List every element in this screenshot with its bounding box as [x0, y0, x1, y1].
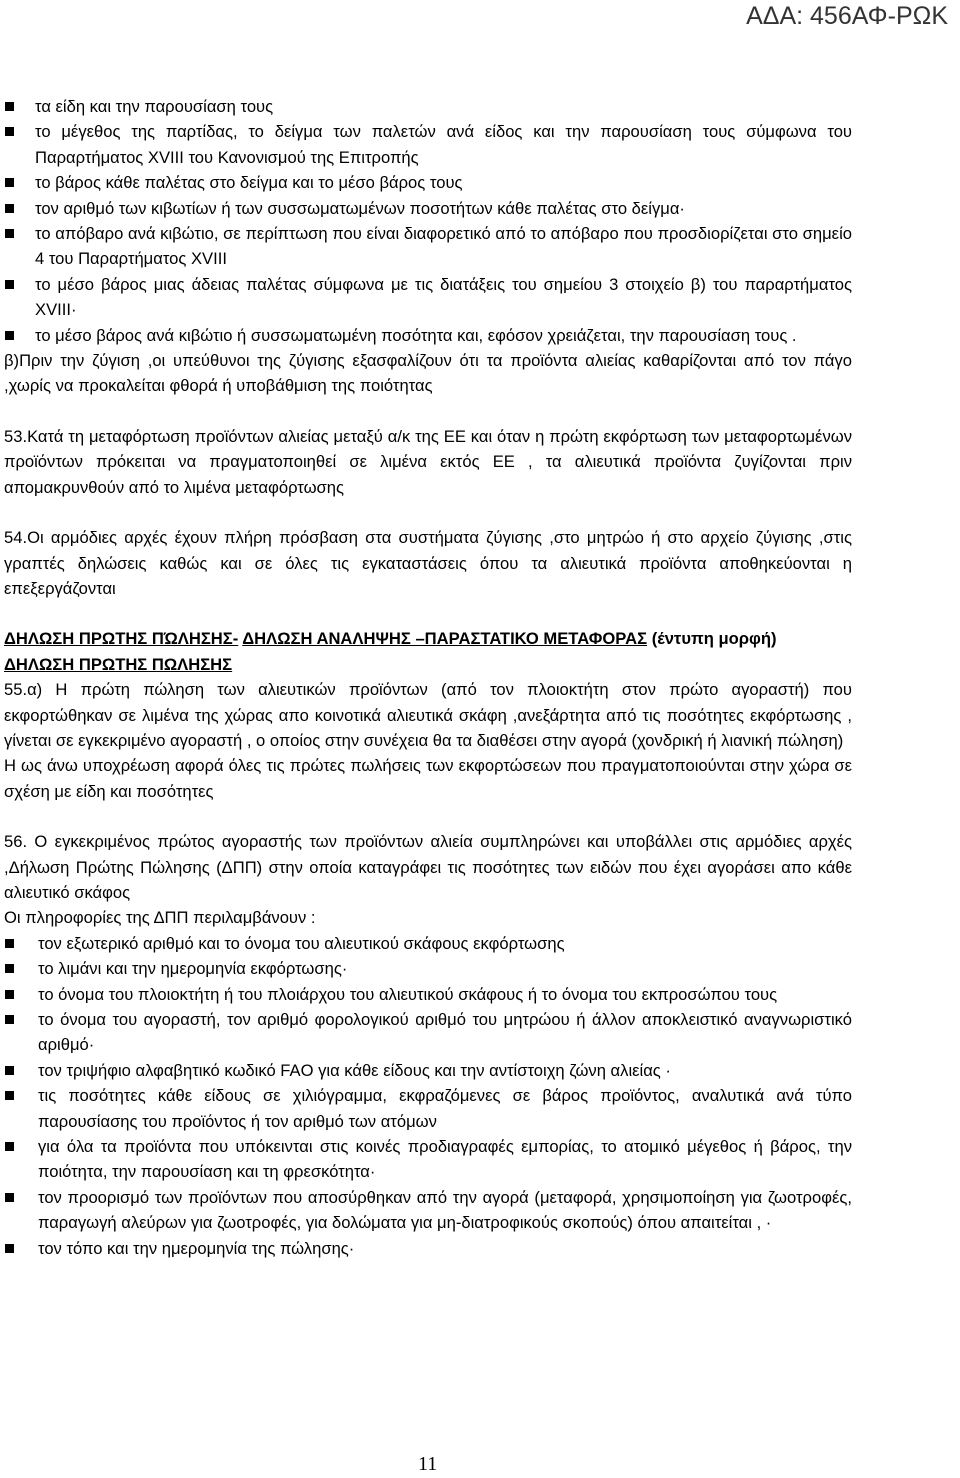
list-item: τα είδη και την παρουσίαση τους — [4, 94, 852, 119]
page-number: 11 — [418, 1453, 438, 1475]
heading-part-2: ΔΗΛΩΣΗ ΑΝΑΛΗΨΗΣ –ΠΑΡΑΣΤΑΤΙΚΟ ΜΕΤΑΦΟΡΑΣ — [242, 629, 648, 649]
list-item: το βάρος κάθε παλέτας στο δείγμα και το μέσο βάρος τους — [4, 170, 852, 195]
list-item: το λιμάνι και την ημερομηνία εκφόρτωσης· — [4, 956, 852, 981]
list-item: το μέγεθος της παρτίδας, το δείγμα των παλετών ανά είδος και την παρουσίαση τους σύμφωνα του Παραρτήματος XVIII του Κανονισμού της Επιτροπής — [4, 119, 852, 170]
list-item: τον τόπο και την ημερομηνία της πώλησης· — [4, 1236, 852, 1261]
paragraph-info: Οι πληροφορίες της ΔΠΠ περιλαμβάνουν : — [4, 908, 316, 928]
ada-code: ΑΔΑ: 456ΑΦ-ΡΩΚ — [746, 2, 948, 30]
paragraph-56: 56. Ο εγκεκριμένος πρώτος αγοραστής των προϊόντων αλιεία συμπληρώνει και υποβάλλει στις αρμόδιες αρχές ,Δήλωση Πρώτης Πώλησης (ΔΠΠ) στην οποία καταγράφει τις ποσότητες των ειδών που έχει αγοράσει απο κάθε αλιευτικό σκάφος — [4, 832, 852, 902]
section-heading — [4, 626, 852, 651]
document-body — [4, 94, 852, 1261]
list-item: τον τριψήφιο αλφαβητικό κωδικό FAO για κάθε είδους και την αντίστοιχη ζώνη αλιείας · — [4, 1058, 852, 1083]
bullet-list-a — [4, 94, 852, 348]
list-item: το απόβαρο ανά κιβώτιο, σε περίπτωση που είναι διαφορετικό από το απόβαρο που προσδιορίζεται στο σημείο 4 του Παραρτήματος XVIII — [4, 221, 852, 272]
list-item: τις ποσότητες κάθε είδους σε χιλιόγραμμα, εκφραζόμενες σε βάρος προϊόντος, αναλυτικά ανά τύπο παρουσίασης του προϊόντος ή τον αριθμό των ατόμων — [4, 1083, 852, 1134]
sub-heading: ΔΗΛΩΣΗ ΠΡΩΤΗΣ ΠΩΛΗΣΗΣ — [4, 654, 233, 674]
list-item: το μέσο βάρος μιας άδειας παλέτας σύμφωνα με τις διατάξεις του σημείου 3 στοιχείο β) του παραρτήματος XVIII· — [4, 272, 852, 323]
paragraph-53: 53.Κατά τη μεταφόρτωση προϊόντων αλιείας μεταξύ α/κ της ΕΕ και όταν η πρώτη εκφόρτωση των μεταφορτωμένων προϊόντων πρόκειται να πραγματοποιηθεί σε λιμένα εκτός ΕΕ , τα αλιευτικά προϊόντα ζυγίζονται πριν απομακρυνθούν από το λιμένα μεταφόρτωσης — [4, 426, 852, 497]
heading-part-1: ΔΗΛΩΣΗ ΠΡΩΤΗΣ ΠΏΛΗΣΗΣ- — [4, 629, 239, 649]
list-item: τον εξωτερικό αριθμό και το όνομα του αλιευτικού σκάφους εκφόρτωσης — [4, 931, 852, 956]
heading-part-3: (έντυπη μορφή) — [651, 629, 777, 649]
paragraph-b: β)Πριν την ζύγιση ,οι υπεύθυνοι της ζύγισης εξασφαλίζουν ότι τα προϊόντα αλιείας καθαρίζονται από τον πάγο ,χωρίς να προκαλείται φθορά ή υποβάθμιση της ποιότητας — [4, 351, 852, 396]
list-item: το μέσο βάρος ανά κιβώτιο ή συσσωματωμένη ποσότητα και, εφόσον χρειάζεται, την παρουσίαση τους . — [4, 323, 852, 348]
paragraph-55b: Η ως άνω υποχρέωση αφορά όλες τις πρώτες πωλήσεις των εκφορτώσεων που πραγματοποιούνται στην χώρα σε σχέση με είδη και ποσότητες — [4, 756, 852, 801]
list-item: τον αριθμό των κιβωτίων ή των συσσωματωμένων ποσοτήτων κάθε παλέτας στο δείγμα· — [4, 196, 852, 221]
list-item: τον προορισμό των προϊόντων που αποσύρθηκαν από την αγορά (μεταφορά, χρησιμοποίηση για ζωοτροφές, παραγωγή αλεύρων για ζωοτροφές, για δολώματα για μη-διατροφικούς σκοπούς) όπου απαιτείται , · — [4, 1185, 852, 1236]
list-item: το όνομα του αγοραστή, τον αριθμό φορολογικού αριθμό του μητρώου ή άλλον αποκλειστικό αναγνωριστικό αριθμό· — [4, 1007, 852, 1058]
paragraph-55a: 55.α) Η πρώτη πώληση των αλιευτικών προϊόντων (από τον πλοιοκτήτη στον πρώτο αγοραστή) που εκφορτώθηκαν σε λιμένα της χώρας απο κοινοτικά αλιευτικά σκάφη ,ανεξάρτητα από τις ποσότητες εκφόρτωσης , γίνεται σε εγκεκριμένο αγοραστή , ο οποίος στην συνέχεια θα τα διαθέσει στην αγορά (χονδρική ή λιανική πώληση) — [4, 680, 852, 750]
bullet-list-b — [4, 931, 852, 1261]
list-item: για όλα τα προϊόντα που υπόκεινται στις κοινές προδιαγραφές εμπορίας, το ατομικό μέγεθος ή βάρος, την ποιότητα, την παρουσίαση και τη φρεσκότητα· — [4, 1134, 852, 1185]
paragraph-54: 54.Οι αρμόδιες αρχές έχουν πλήρη πρόσβαση στα συστήματα ζύγισης ,στο μητρώο ή στο αρχείο ζύγισης ,στις γραπτές δηλώσεις καθώς και σε όλες τις εγκαταστάσεις όπου τα αλιευτικά προϊόντα αποθηκεύονται η επεξεργάζονται — [4, 528, 852, 598]
list-item: το όνομα του πλοιοκτήτη ή του πλοιάρχου του αλιευτικού σκάφους ή το όνομα του εκπροσώπου τους — [4, 982, 852, 1007]
